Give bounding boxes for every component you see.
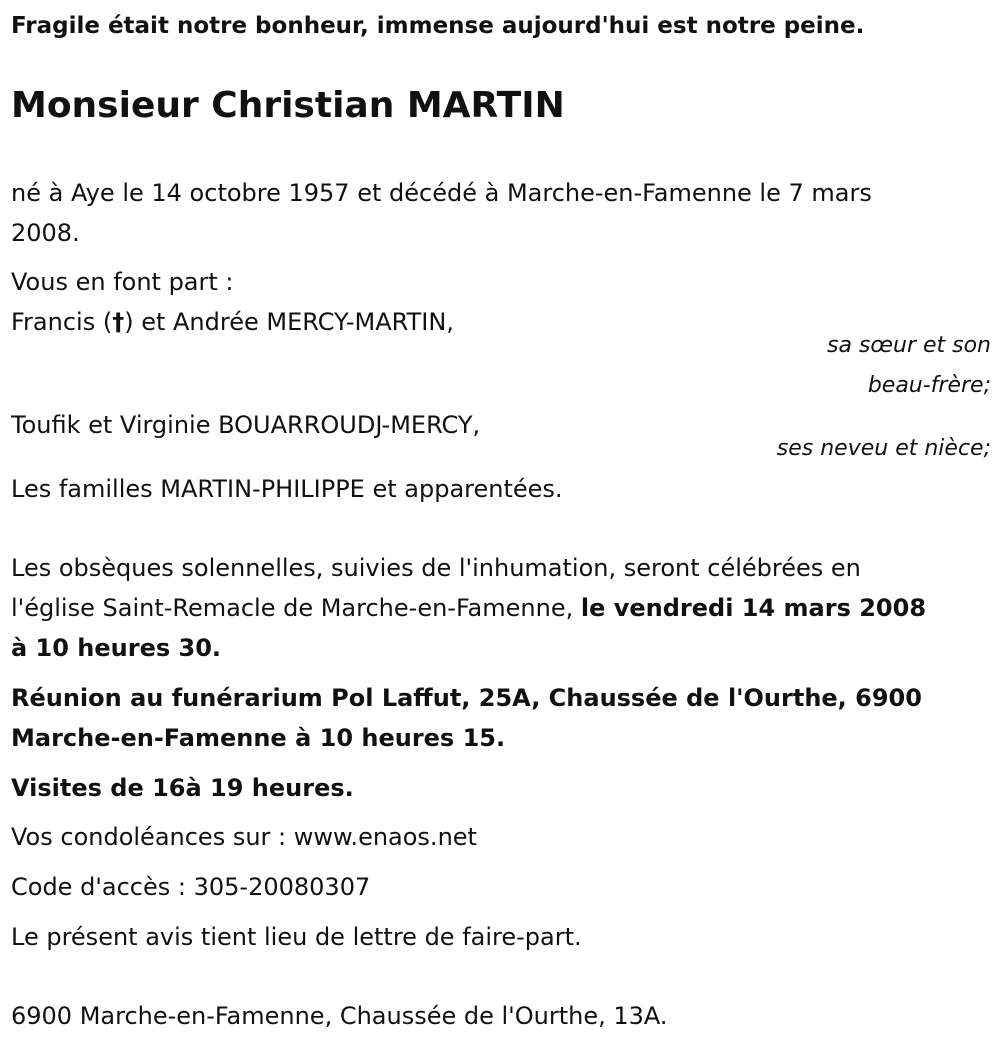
notice: Le présent avis tient lieu de lettre de faire-part. [11,923,582,951]
funeral-date: le vendredi 14 mars 2008 [580,594,927,622]
funeral-line-2 [11,588,991,628]
condolences: Vos condoléances sur : www.enaos.net [11,823,477,851]
announce-intro: Vous en font part : [11,268,234,296]
family-member-2-relation: ses neveu et nièce; [776,436,991,461]
reunion-paragraph [11,678,991,758]
funeral-line-1: Les obsèques solennelles, suivies de l'inhumation, seront célébrées en [11,554,861,582]
family-member-1-relation-line-2: beau-frère; [867,373,991,398]
reunion-line-1: Réunion au funérarium Pol Laffut, 25A, Chaussée de l'Ourthe, 6900 [11,684,922,712]
family-member-3: Les familles MARTIN-PHILIPPE et apparentées. [11,475,563,503]
birth-death-paragraph [11,173,991,253]
family-member-1-name-end: ) et Andrée MERCY-MARTIN, [124,308,454,336]
funeral-time: à 10 heures 30. [11,634,222,662]
deceased-name: Monsieur Christian MARTIN [11,85,565,126]
funeral-paragraph [11,548,991,668]
reunion-line-2: Marche-en-Famenne à 10 heures 15. [11,724,506,752]
birth-death-line-1: né à Aye le 14 octobre 1957 et décédé à Marche-en-Famenne le 7 mars [11,179,872,207]
access-code: Code d'accès : 305-20080307 [11,873,371,901]
family-member-1-relation-line-1: sa sœur et son [826,333,991,358]
visits: Visites de 16à 19 heures. [11,774,354,802]
epigraph: Fragile était notre bonheur, immense aujourd'hui est notre peine. [11,13,865,39]
funeral-church: l'église Saint-Remacle de Marche-en-Famenne, [11,594,581,622]
family-member-1-name-start: Francis ( [11,308,113,336]
family-member-2: Toufik et Virginie BOUARROUDJ-MERCY, [11,411,481,439]
deceased-cross-icon: † [112,308,125,336]
birth-death-line-2: 2008. [11,219,80,247]
address: 6900 Marche-en-Famenne, Chaussée de l'Ourthe, 13A. [11,1002,668,1030]
